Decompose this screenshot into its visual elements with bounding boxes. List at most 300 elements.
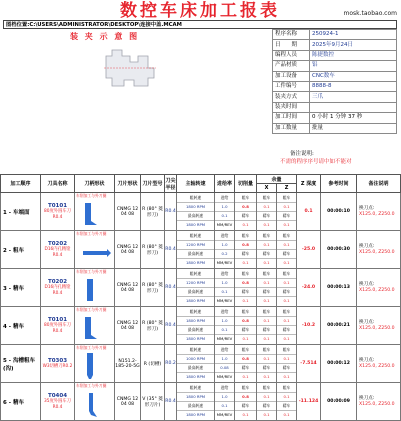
- feed-cell: [215, 193, 235, 231]
- note-text: 不需的程序序号请中如不能对: [280, 159, 352, 165]
- header-allowance: 余量: [257, 175, 297, 184]
- allowance-grid: [257, 346, 276, 382]
- tool-name-cell: [41, 193, 75, 231]
- process-row: [1, 383, 401, 421]
- tool-shape-note: 车削加工与外刀圈: [76, 345, 107, 350]
- depth-row: [235, 288, 256, 297]
- remark-value: X125.0, Z250.0: [359, 249, 395, 255]
- depth-value: 0.8: [235, 241, 256, 250]
- allowance-row: [257, 194, 276, 203]
- allowance-row: [277, 212, 296, 221]
- spindle-label: 最高转速: [177, 364, 214, 373]
- tool-holder-icon: [77, 275, 113, 305]
- allowance-row: [277, 297, 296, 306]
- report-title: 数控车床加工报表: [120, 1, 280, 21]
- header-depth: 切削量: [235, 175, 257, 193]
- depth-grid: [235, 308, 256, 344]
- feed-cell: [215, 345, 235, 383]
- depth-cell: [235, 269, 257, 307]
- allowance-row: [277, 241, 296, 250]
- allowance-row: [277, 232, 296, 241]
- header-allowance-x: X: [257, 184, 277, 193]
- depth-label: 粗车: [241, 384, 250, 390]
- allowance-value: 0.1: [277, 297, 296, 306]
- remark-label: 换刀点:: [359, 282, 375, 287]
- feed-label: 进给: [220, 346, 229, 352]
- z-depth-cell: 0.1: [297, 193, 321, 231]
- process-table: [0, 174, 401, 421]
- remark-cell: [357, 345, 401, 383]
- depth-value: 0.8: [235, 393, 256, 402]
- remark-value: X125.0, Z250.0: [359, 211, 395, 217]
- feed-row: [215, 241, 234, 250]
- remark-label: 换刀点:: [359, 396, 375, 401]
- z-depth-cell: -25.0: [297, 231, 321, 269]
- info-key: 日 期: [273, 40, 310, 50]
- info-key: 装夹时间: [273, 102, 310, 112]
- step-cell: 6 - 精车: [1, 383, 41, 421]
- depth-cell: [235, 383, 257, 421]
- depth-cell: [235, 345, 257, 383]
- spindle-cell: [177, 231, 215, 269]
- ref-time-cell: 00:00:21: [321, 307, 357, 345]
- feed-value: 1.0: [215, 355, 234, 364]
- allowance-label: 精车: [277, 326, 296, 335]
- z-depth-cell: -7.514: [297, 345, 321, 383]
- tool-name-cell: [41, 231, 75, 269]
- insert-desc-cell: R (80° 菱形刀): [141, 231, 165, 269]
- header-nose-radius: 刀尖半径: [165, 175, 177, 193]
- allowance-row: [277, 279, 296, 288]
- tool-holder-icon: [77, 237, 113, 267]
- allowance-row: [257, 259, 276, 268]
- feed-cell: [215, 231, 235, 269]
- ref-time-cell: 00:00:10: [321, 193, 357, 231]
- allowance-label: 精车: [277, 250, 296, 259]
- tool-shape-cell: [75, 269, 115, 307]
- allowance-label: 粗车: [282, 232, 291, 238]
- info-value: [310, 102, 397, 112]
- info-key: 编程人员: [273, 50, 310, 60]
- depth-label: 精车: [235, 212, 256, 221]
- tool-shape-wrap: [75, 193, 114, 230]
- insert-model-cell: CNMG 12 04 08: [115, 231, 141, 269]
- allowance-x-cell: [257, 193, 277, 231]
- tool-shape-note: 车削加工与外刀圈: [76, 269, 107, 274]
- depth-row: [235, 241, 256, 250]
- feed-row: [215, 212, 234, 221]
- remark-label: 换刀点:: [359, 206, 375, 211]
- tool-shape-wrap: [75, 383, 114, 420]
- info-row: [273, 40, 397, 50]
- depth-grid: [235, 270, 256, 306]
- allowance-value: 0.1: [277, 317, 296, 326]
- depth-row: [235, 279, 256, 288]
- feed-grid: [215, 384, 234, 420]
- spindle-label: 粗转速: [189, 346, 202, 352]
- allowance-label: 粗车: [262, 384, 271, 390]
- feed-label: 进给: [220, 308, 229, 314]
- spindle-value: 1800 RPM: [177, 393, 214, 402]
- nose-radius-cell: R0.4: [165, 307, 177, 345]
- info-row: [273, 30, 397, 40]
- remark-cell: [357, 307, 401, 345]
- allowance-value: 0.1: [277, 411, 296, 420]
- allowance-row: [257, 212, 276, 221]
- tool-holder-icon: [77, 351, 113, 381]
- allowance-value: 0.1: [257, 241, 276, 250]
- allowance-grid: [257, 308, 276, 344]
- feed-unit: MM/REV: [215, 373, 234, 382]
- insert-model-cell: N151.2-185-20-5G: [115, 345, 141, 383]
- allowance-grid: [277, 346, 296, 382]
- tool-description: 80度外圆车刀R0.4: [44, 323, 71, 334]
- allowance-row: [277, 194, 296, 203]
- allowance-grid: [277, 194, 296, 230]
- depth-cell: [235, 307, 257, 345]
- spindle-row: [177, 297, 214, 306]
- spindle-row: [177, 259, 214, 268]
- info-key: 工件编号: [273, 81, 310, 91]
- nose-radius-cell: R0.4: [165, 193, 177, 231]
- allowance-label: 精车: [257, 402, 276, 411]
- allowance-row: [277, 402, 296, 411]
- spindle-cell: [177, 307, 215, 345]
- nose-radius-cell: R0.2: [165, 345, 177, 383]
- allowance-row: [257, 221, 276, 230]
- allowance-label: 粗车: [262, 346, 271, 352]
- note-label: 备注说明:: [290, 151, 314, 157]
- header-insert-shape: 刀片形状: [115, 175, 141, 193]
- allowance-row: [257, 346, 276, 355]
- info-key: 加工时间: [273, 113, 310, 123]
- feed-row: [215, 308, 234, 317]
- allowance-label: 粗车: [282, 270, 291, 276]
- process-row: [1, 269, 401, 307]
- spindle-label: 粗转速: [189, 308, 202, 314]
- spindle-row: [177, 393, 214, 402]
- remark-label: 换刀点:: [359, 358, 375, 363]
- remark-label: 换刀点:: [359, 244, 375, 249]
- allowance-value: 0.1: [257, 259, 276, 268]
- nose-radius-cell: R0.4: [165, 231, 177, 269]
- spindle-row: [177, 203, 214, 212]
- feed-value: 0.1: [215, 402, 234, 411]
- spindle-grid: [177, 384, 214, 420]
- step-cell: 3 - 精车: [1, 269, 41, 307]
- allowance-row: [277, 411, 296, 420]
- depth-value: 0.1: [235, 221, 256, 230]
- depth-value: 0.8: [235, 203, 256, 212]
- allowance-row: [277, 317, 296, 326]
- tool-shape-wrap: [75, 345, 114, 382]
- allowance-value: 0.1: [257, 203, 276, 212]
- spindle-value: 1000 RPM: [177, 355, 214, 364]
- spindle-row: [177, 411, 214, 420]
- info-value: 8888-8: [310, 81, 397, 91]
- tool-number: T0101: [47, 203, 68, 210]
- spindle-row: [177, 335, 214, 344]
- allowance-z-cell: [277, 193, 297, 231]
- spindle-label: 粗转速: [189, 232, 202, 238]
- feed-value: 0.1: [215, 288, 234, 297]
- allowance-label: 粗车: [282, 384, 291, 390]
- allowance-row: [277, 221, 296, 230]
- allowance-z-cell: [277, 269, 297, 307]
- depth-row: [235, 194, 256, 203]
- allowance-label: 粗车: [262, 232, 271, 238]
- feed-grid: [215, 270, 234, 306]
- depth-row: [235, 346, 256, 355]
- remark-label: 换刀点:: [359, 320, 375, 325]
- feed-value: 1.0: [215, 317, 234, 326]
- remark-value: X125.0, Z250.0: [359, 287, 395, 293]
- depth-grid: [235, 232, 256, 268]
- insert-desc-cell: R (80° 菱形刀): [141, 269, 165, 307]
- feed-grid: [215, 308, 234, 344]
- allowance-row: [277, 203, 296, 212]
- depth-value: 0.8: [235, 279, 256, 288]
- depth-row: [235, 355, 256, 364]
- spindle-value: 1800 RPM: [177, 203, 214, 212]
- insert-desc-cell: R (切槽): [141, 345, 165, 383]
- feed-grid: [215, 232, 234, 268]
- spindle-row: [177, 346, 214, 355]
- allowance-row: [257, 241, 276, 250]
- info-row: [273, 71, 397, 81]
- depth-row: [235, 411, 256, 420]
- ref-time-cell: 00:00:13: [321, 269, 357, 307]
- tool-name-cell: [41, 345, 75, 383]
- feed-unit: MM/REV: [215, 259, 234, 268]
- info-value: CNC数车: [310, 71, 397, 81]
- spindle-label: 粗转速: [189, 194, 202, 200]
- feed-row: [215, 232, 234, 241]
- nose-radius-cell: R0.4: [165, 269, 177, 307]
- allowance-value: 0.1: [257, 221, 276, 230]
- allowance-value: 0.1: [277, 373, 296, 382]
- spindle-cell: [177, 269, 215, 307]
- feed-row: [215, 317, 234, 326]
- z-depth-cell: -10.2: [297, 307, 321, 345]
- allowance-label: 粗车: [262, 194, 271, 200]
- depth-row: [235, 221, 256, 230]
- allowance-z-cell: [277, 231, 297, 269]
- spindle-cell: [177, 345, 215, 383]
- spindle-row: [177, 212, 214, 221]
- feed-row: [215, 250, 234, 259]
- allowance-row: [277, 288, 296, 297]
- process-row: [1, 231, 401, 269]
- allowance-row: [257, 317, 276, 326]
- spindle-row: [177, 194, 214, 203]
- allowance-value: 0.1: [257, 373, 276, 382]
- header-tool-shape: 刀柄形状: [75, 175, 115, 193]
- feed-cell: [215, 307, 235, 345]
- allowance-row: [257, 355, 276, 364]
- spindle-row: [177, 221, 214, 230]
- allowance-value: 0.1: [277, 393, 296, 402]
- info-value: 250924-1: [310, 30, 397, 40]
- file-path-label: 图档位置:: [6, 22, 30, 28]
- info-row: [273, 92, 397, 102]
- tool-shape-note: 车削加工与外刀圈: [76, 231, 107, 236]
- feed-value: 1.0: [215, 393, 234, 402]
- allowance-row: [257, 270, 276, 279]
- depth-row: [235, 326, 256, 335]
- allowance-grid: [257, 194, 276, 230]
- clamp-diagram-title: 装 夹 示 意 图: [70, 32, 140, 41]
- header-insert-model: 刀片型号: [141, 175, 165, 193]
- info-key: 产品材质: [273, 61, 310, 71]
- depth-value: 0.1: [235, 373, 256, 382]
- info-key: 加工设备: [273, 71, 310, 81]
- insert-desc-cell: V (35° 菱形刀片): [141, 383, 165, 421]
- allowance-x-cell: [257, 307, 277, 345]
- allowance-row: [257, 364, 276, 373]
- allowance-label: 精车: [277, 402, 296, 411]
- remark-value: X125.0, Z250.0: [359, 401, 395, 407]
- info-row: [273, 50, 397, 60]
- depth-grid: [235, 346, 256, 382]
- depth-row: [235, 317, 256, 326]
- allowance-grid: [277, 308, 296, 344]
- spindle-row: [177, 250, 214, 259]
- tool-name-cell: [41, 269, 75, 307]
- feed-row: [215, 373, 234, 382]
- remark-value: X125.0, Z250.0: [359, 325, 395, 331]
- feed-row: [215, 221, 234, 230]
- info-value: 0 小时 1 分钟 37 秒: [310, 113, 397, 123]
- feed-unit: MM/REV: [215, 297, 234, 306]
- info-row: [273, 113, 397, 123]
- info-key: 程序名称: [273, 30, 310, 40]
- spindle-row: [177, 308, 214, 317]
- info-value: 批量: [310, 123, 397, 133]
- allowance-grid: [277, 270, 296, 306]
- allowance-row: [277, 308, 296, 317]
- spindle-value: 1800 RPM: [177, 335, 214, 344]
- spindle-row: [177, 241, 214, 250]
- info-key: 加工数量: [273, 123, 310, 133]
- spindle-row: [177, 288, 214, 297]
- depth-row: [235, 393, 256, 402]
- spindle-row: [177, 326, 214, 335]
- step-cell: 2 - 粗车: [1, 231, 41, 269]
- allowance-row: [277, 373, 296, 382]
- feed-row: [215, 411, 234, 420]
- depth-label: 精车: [235, 288, 256, 297]
- spindle-grid: [177, 270, 214, 306]
- spindle-row: [177, 384, 214, 393]
- allowance-row: [277, 326, 296, 335]
- allowance-row: [257, 308, 276, 317]
- feed-cell: [215, 269, 235, 307]
- allowance-label: 精车: [277, 364, 296, 373]
- feed-value: 1.0: [215, 241, 234, 250]
- allowance-value: 0.1: [277, 279, 296, 288]
- feed-row: [215, 335, 234, 344]
- allowance-label: 精车: [257, 364, 276, 373]
- tool-holder-icon: [77, 389, 113, 419]
- file-path-value: C:\USERS\ADMINISTRATOR\DESKTOP\连接中盖.MCAM: [29, 22, 182, 28]
- step-cell: 1 - 车端面: [1, 193, 41, 231]
- allowance-row: [277, 393, 296, 402]
- spindle-label: 最高转速: [177, 402, 214, 411]
- allowance-row: [277, 335, 296, 344]
- feed-label: 进给: [220, 384, 229, 390]
- feed-value: 1.0: [215, 279, 234, 288]
- allowance-row: [257, 250, 276, 259]
- allowance-label: 精车: [257, 212, 276, 221]
- tool-number: T0303: [47, 357, 68, 364]
- allowance-row: [257, 335, 276, 344]
- tool-shape-cell: [75, 307, 115, 345]
- allowance-grid: [277, 232, 296, 268]
- allowance-row: [277, 384, 296, 393]
- insert-model-cell: CNMG 12 04 08: [115, 307, 141, 345]
- info-value: 铝: [310, 61, 397, 71]
- feed-value: 0.1: [215, 326, 234, 335]
- spindle-label: 最高转速: [177, 212, 214, 221]
- allowance-grid: [257, 384, 276, 420]
- feed-label: 进给: [220, 270, 229, 276]
- allowance-value: 0.1: [257, 279, 276, 288]
- allowance-x-cell: [257, 345, 277, 383]
- allowance-value: 0.1: [277, 203, 296, 212]
- depth-label: 粗车: [241, 346, 250, 352]
- allowance-row: [257, 384, 276, 393]
- header-step: 加工顺序: [1, 175, 41, 193]
- feed-label: 进给: [220, 232, 229, 238]
- allowance-x-cell: [257, 383, 277, 421]
- depth-value: 0.1: [235, 411, 256, 420]
- header-allowance-z: Z: [277, 184, 297, 193]
- tool-holder-icon: [77, 199, 113, 229]
- feed-cell: [215, 383, 235, 421]
- allowance-label: 精车: [257, 288, 276, 297]
- feed-row: [215, 393, 234, 402]
- allowance-value: 0.1: [277, 259, 296, 268]
- spindle-label: 最高转速: [177, 250, 214, 259]
- allowance-row: [277, 355, 296, 364]
- allowance-value: 0.1: [277, 335, 296, 344]
- depth-label: 精车: [235, 250, 256, 259]
- info-row: [273, 61, 397, 71]
- header-tool-name: 刀具名称: [41, 175, 75, 193]
- depth-row: [235, 250, 256, 259]
- spindle-cell: [177, 383, 215, 421]
- spindle-grid: [177, 346, 214, 382]
- feed-value: 1.0: [215, 203, 234, 212]
- step-cell: 4 - 精车: [1, 307, 41, 345]
- tool-description: W3切槽刀R0.2: [42, 363, 73, 369]
- remark-value: X125.0, Z250.0: [359, 363, 395, 369]
- feed-value: 0.1: [215, 212, 234, 221]
- spindle-grid: [177, 308, 214, 344]
- process-row: [1, 307, 401, 345]
- allowance-value: 0.1: [277, 241, 296, 250]
- tool-description: D16内孔精镗R0.4: [44, 285, 71, 296]
- allowance-grid: [277, 384, 296, 420]
- remark-cell: [357, 383, 401, 421]
- spindle-value: 1200 RPM: [177, 279, 214, 288]
- info-row: [273, 102, 397, 112]
- feed-unit: MM/REV: [215, 221, 234, 230]
- nose-radius-cell: R0.4: [165, 383, 177, 421]
- allowance-value: 0.1: [277, 221, 296, 230]
- header-ref-time: 参考时间: [321, 175, 357, 193]
